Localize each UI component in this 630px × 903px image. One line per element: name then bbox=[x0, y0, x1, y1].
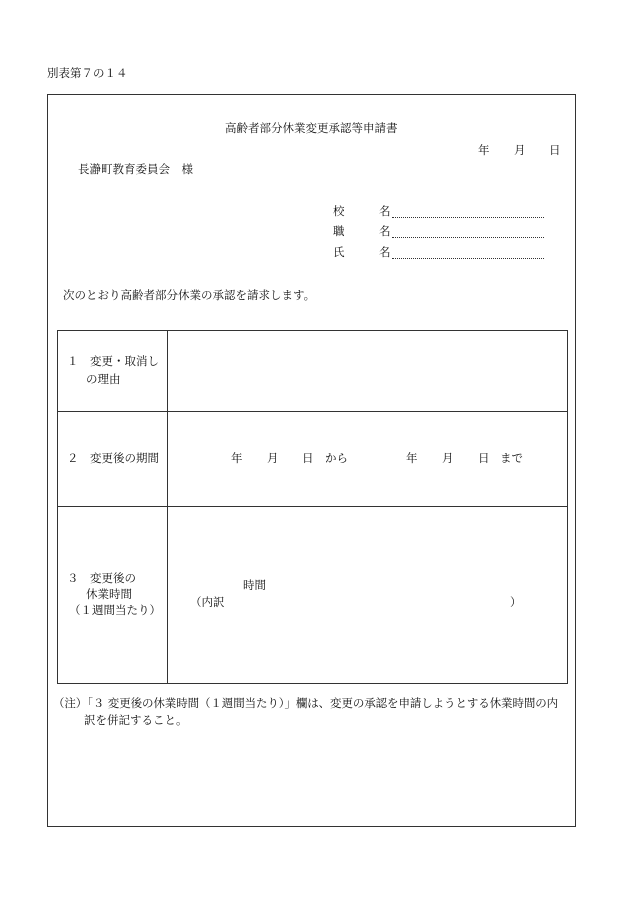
hours-label: 時間 bbox=[243, 578, 266, 592]
row1-label-line1: １ 変更・取消し bbox=[67, 354, 159, 368]
period-from-month: 月 bbox=[267, 451, 279, 465]
period-made: まで bbox=[500, 451, 523, 465]
request-text: 次のとおり高齢者部分休業の承認を請求します。 bbox=[63, 288, 316, 302]
table-row-divider bbox=[58, 506, 567, 507]
row1-label-line2: の理由 bbox=[86, 372, 121, 386]
reason-field[interactable] bbox=[168, 331, 566, 410]
addressee: 長瀞町教育委員会 様 bbox=[78, 162, 193, 176]
period-from-day: 日 bbox=[302, 451, 314, 465]
period-from-year: 年 bbox=[231, 451, 243, 465]
name-field[interactable] bbox=[392, 258, 544, 259]
note-line2: 訳を併記すること。 bbox=[84, 713, 188, 727]
row3-label-line2: 休業時間 bbox=[86, 587, 132, 601]
breakdown-close: ） bbox=[510, 595, 522, 609]
date-day-label: 日 bbox=[549, 143, 561, 157]
name-label-a: 氏 bbox=[333, 245, 345, 259]
row3-label-line1: ３ 変更後の bbox=[67, 571, 136, 585]
school-label-a: 校 bbox=[333, 204, 345, 218]
form-title: 高齢者部分休業変更承認等申請書 bbox=[225, 121, 398, 135]
date-year-label: 年 bbox=[478, 143, 490, 157]
school-label-b: 名 bbox=[379, 204, 391, 218]
position-label-a: 職 bbox=[333, 224, 345, 238]
form-number: 別表第７の１４ bbox=[47, 66, 128, 80]
breakdown-open: （内訳 bbox=[190, 595, 225, 609]
table-row-divider bbox=[58, 411, 567, 412]
period-to-day: 日 bbox=[478, 451, 490, 465]
position-field[interactable] bbox=[392, 237, 544, 238]
period-kara: から bbox=[325, 451, 348, 465]
row3-label-line3: （１週間当たり） bbox=[69, 603, 161, 617]
name-label-b: 名 bbox=[379, 245, 391, 259]
date-month-label: 月 bbox=[514, 143, 526, 157]
row2-label: ２ 変更後の期間 bbox=[67, 451, 159, 465]
school-name-field[interactable] bbox=[392, 217, 544, 218]
position-label-b: 名 bbox=[379, 224, 391, 238]
note-line1: （注）「３ 変更後の休業時間（１週間当たり）」欄は、変更の承認を申請しようとする休業時間の内 bbox=[53, 696, 559, 710]
period-to-month: 月 bbox=[442, 451, 454, 465]
period-to-year: 年 bbox=[406, 451, 418, 465]
